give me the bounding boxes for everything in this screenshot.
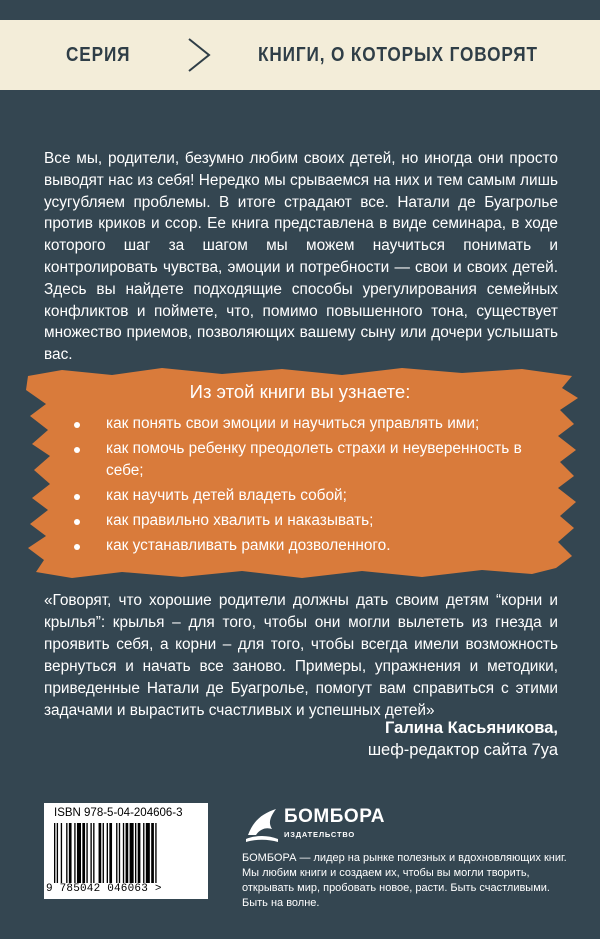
barcode-icon (54, 823, 198, 883)
bombora-logo-icon (242, 805, 282, 845)
list-item-text: как научить детей владеть собой; (106, 487, 347, 504)
list-item-text: как устанавливать рамки дозволенного. (106, 537, 391, 554)
publisher-description: БОМБОРА — лидер на рынке полезных и вдохновляющих книг. Мы любим книги и создаем их, чтобы вы могли творить, открывать мир, пробовать новое, расти. Быть счастливыми. Быть на волне. (242, 852, 567, 909)
list-item (74, 535, 554, 557)
bullet-icon (74, 494, 80, 500)
barcode-box (44, 803, 208, 899)
isbn-text: ISBN 978-5-04-204606-3 (54, 807, 183, 819)
intro-text: Все мы, родители, безумно любим своих детей, но иногда они просто выводят нас из себя! Нередко мы срываемся на них и тем самым лишь усугубляем проблемы. В итоге страдают все. Натали де Буагролье против криков и ссор. Ее книга представлена в виде семинара, в ходе которого шаг за шагом мы можем научиться понимать и контролировать чувства, эмоции и потребности — свои и своих детей. Здесь вы найдете подходящие способы урегулирования семейных конфликтов и поймете, что, помимо повышенного тона, существует множество приемов, позволяющих вашему сыну или дочери услышать вас. (44, 150, 558, 364)
publisher-sub: ИЗДАТЕЛЬСТВО (284, 830, 355, 839)
bullet-icon (74, 544, 80, 550)
series-label: СЕРИЯ (66, 44, 131, 66)
list-item (74, 438, 554, 482)
bullet-icon (74, 447, 80, 453)
publisher-name: БОМБОРА (284, 806, 385, 827)
quote-author (368, 717, 558, 761)
ean-digits: 9 785042 046063 > (46, 883, 162, 895)
chevron-right-icon (186, 37, 212, 73)
list-item (74, 485, 554, 507)
author-role: шеф-редактор сайта 7уа (367, 741, 558, 759)
list-item (74, 510, 554, 532)
series-name: КНИГИ, О КОТОРЫХ ГОВОРЯТ (258, 44, 538, 66)
list-item-text: как понять свои эмоции и научиться управлять ими; (106, 415, 480, 432)
learn-title: Из этой книги вы узнаете: (189, 381, 411, 402)
list-item (74, 413, 554, 435)
quote-text: «Говорят, что хорошие родители должны дать своим детям “корни и крылья”: крылья – для того, чтобы они могли вылететь из гнезда и проявить себя, а корни – для того, чтобы всегда имели возможность вернуться и начать все заново. Примеры, упражнения и методики, приведенные Натали де Буагролье, помогут вам справиться с этими задачами и вырастить счастливых и успешных детей» (44, 592, 558, 719)
bullet-icon (74, 422, 80, 428)
learn-list (74, 413, 554, 560)
list-item-text: как правильно хвалить и наказывать; (106, 512, 374, 529)
bullet-icon (74, 519, 80, 525)
list-item-text: как помочь ребенку преодолеть страхи и неуверенность в себе; (106, 440, 522, 479)
series-band (0, 20, 600, 90)
author-name: Галина Касьяникова, (385, 719, 558, 737)
